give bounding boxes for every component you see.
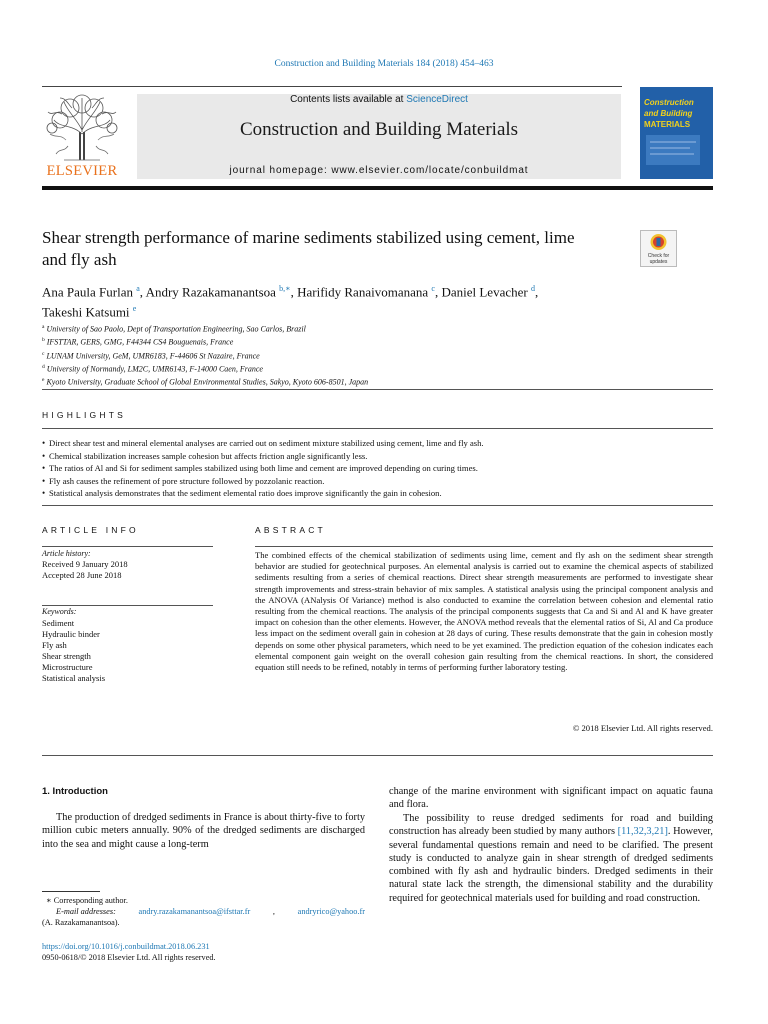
affiliation-item — [42, 362, 642, 375]
email-owner: (A. Razakamanantsoa). — [42, 918, 120, 927]
reference-link[interactable]: [11,32,3,21] — [617, 826, 668, 838]
affiliation-item — [42, 349, 642, 362]
introduction-heading: 1. Introduction — [42, 786, 108, 797]
affiliation-text: Kyoto University, Graduate School of Global Environmental Studies, Sakyo, Kyoto 606-8501, Japan — [46, 377, 369, 387]
email-link[interactable]: andry.razakamanantsoa@ifsttar.fr — [138, 907, 251, 916]
section-divider — [42, 389, 713, 390]
intro-paragraph-right — [389, 812, 713, 905]
article-info-rule — [42, 546, 213, 547]
author-name[interactable]: Daniel Levacher — [441, 284, 528, 300]
keyword-item: Fly ash — [42, 640, 67, 650]
highlights-heading: HIGHLIGHTS — [42, 410, 126, 420]
intro-paragraph-left: The production of dredged sediments in France is about thirty-five to forty million cubic meters annually. 90% of the dredged sediments are discharged into the sea and might cause a long-term — [42, 812, 365, 850]
check-for-updates-icon — [641, 231, 676, 253]
highlight-item: • Fly ash causes the refinement of pore structure followed by pozzolanic reaction. — [42, 475, 713, 488]
affiliation-mark: c — [42, 350, 45, 357]
author-list — [42, 280, 713, 321]
author-name[interactable]: Ana Paula Furlan — [42, 284, 133, 300]
contents-line — [137, 94, 621, 105]
journal-title: Construction and Building Materials — [239, 119, 519, 140]
elsevier-wordmark: ELSEVIER — [46, 163, 118, 179]
doi-link[interactable]: https://doi.org/10.1016/j.conbuildmat.2018.06.231 — [42, 942, 210, 951]
keyword-item: Statistical analysis — [42, 673, 106, 683]
cover-graphic-line — [650, 141, 696, 143]
affiliation-text: University of Normandy, LM2C, UMR6143, F-14000 Caen, France — [46, 364, 263, 374]
received-date: Received 9 January 2018 — [42, 559, 128, 569]
highlights-list — [42, 437, 713, 500]
corresponding-author-note — [42, 895, 365, 906]
affiliation-item — [42, 335, 642, 348]
cover-title-line: MATERIALS — [644, 120, 691, 129]
affiliation-text: University of Sao Paolo, Dept of Transportation Engineering, Sao Carlos, Brazil — [46, 324, 306, 334]
sciencedirect-link[interactable]: ScienceDirect — [406, 94, 468, 105]
keywords-list — [42, 618, 105, 684]
corresponding-author-text: ∗ Corresponding author. — [46, 896, 128, 905]
intro-paragraph-right-continuation: change of the marine environment with significant impact on aquatic fauna and flora. — [389, 786, 713, 811]
article-history-label: Article history: — [42, 549, 91, 558]
abstract-heading: ABSTRACT — [255, 525, 326, 535]
affiliation-item — [42, 322, 642, 335]
highlight-item: • The ratios of Al and Si for sediment samples stabilized using both lime and cement are improved depending on curing times. — [42, 462, 713, 475]
author-marks[interactable]: a — [136, 284, 140, 293]
abstract-text: The combined effects of the chemical stabilization of sediments using lime, cement and fly ash on the sediment shear strength behavior are studied for geotechnical purposes. An elemental analysis is carried out to examine the chemical aspects of stabilized sediments resulting from a series of chemical reactions. Direct shear strength measurements are performed to investigate shear strength improvements and stress-strain behavior of mix samples. A statistical analysis using the principal component analysis and the ANOVA (ANalysis Of Variance) method is also conducted to examine the correlation between cohesion and elemental ratio resulting from the chemical reactions. The analysis of the principal components suggests that Ca and Si and Al and K have greater impact on cohesion than the other elements. However, the ANOVA method reveals that the elemental ratios of Si, Al and Ca produce less impact on the sediment overall gain in cohesion at 28 days of curing. These results demonstrate that the gain in cohesion mostly depends on some other physical parameters, which need to be yet examined. The prediction equation of the cohesion indicates each elemental component gain weight on the overall cohesion gain resulting from the chemical reactions. In short, the considered equation still needs to be refined, notably in terms of performing further laboratory testing. — [255, 550, 713, 673]
journal-homepage[interactable]: journal homepage: www.elsevier.com/locate/conbuildmat — [229, 165, 529, 176]
affiliation-mark: a — [42, 324, 45, 330]
footnote-rule — [42, 891, 100, 892]
cover-graphic-line — [650, 153, 694, 155]
keywords-label: Keywords: — [42, 607, 77, 616]
author-separator: , — [534, 284, 539, 300]
author-marks[interactable]: b,∗ — [279, 284, 291, 293]
author-separator: , — [139, 284, 146, 300]
email-line — [42, 906, 365, 917]
check-for-updates-button[interactable] — [640, 230, 677, 267]
cover-title-line: and Building — [644, 109, 693, 118]
author-marks[interactable]: c — [431, 284, 435, 293]
author-separator: , — [290, 284, 298, 300]
journal-citation[interactable]: Construction and Building Materials 184 (2018) 454–463 — [274, 59, 494, 69]
elsevier-tree-icon — [42, 94, 122, 162]
email-separator: , — [272, 907, 275, 916]
cover-graphic — [646, 135, 700, 165]
highlight-item: • Direct shear test and mineral elemental analyses are carried out on sediment mixture stabilized using cement, lime and fly ash. — [42, 437, 713, 450]
affiliation-text: IFSTTAR, GERS, GMG, F44344 CS4 Bouguenais, France — [46, 337, 234, 347]
affiliations — [42, 322, 642, 388]
contents-prefix: Contents lists available at — [290, 94, 407, 105]
header-thick-rule — [42, 186, 713, 190]
email-link[interactable]: andryrico@yahoo.fr — [297, 907, 365, 916]
abstract-rule — [255, 546, 713, 547]
affiliation-mark: e — [42, 377, 45, 383]
author-marks[interactable]: e — [132, 304, 137, 314]
check-for-updates-label: Check for updates — [647, 253, 670, 265]
cover-title-line: Construction — [644, 98, 694, 107]
keywords-rule — [42, 605, 213, 606]
affiliation-text: LUNAM University, GeM, UMR6183, F-44606 St Nazaire, France — [46, 351, 260, 361]
cover-title — [644, 97, 710, 130]
accepted-date: Accepted 28 June 2018 — [42, 570, 122, 580]
intro-text: The possibility to reuse dredged sediments for road and building construction has already been studied by many authors — [389, 813, 713, 838]
intro-text: . However, several fundamental questions remain and need to be clarified. The present study is conducted to analyze gain in shear strength of dredged sediments combined with fly ash and hydraulic binders. Dredged sediments in their natural state lack the strength, the dimensional stability and the durability required for geotechnical materials used for building and road construction. — [389, 826, 713, 904]
article-info-heading: ARTICLE INFO — [42, 525, 139, 535]
journal-cover[interactable] — [640, 87, 713, 179]
keyword-item: Hydraulic binder — [42, 629, 100, 639]
author-name[interactable]: Harifidy Ranaivomanana — [297, 284, 429, 300]
section-divider — [42, 755, 713, 756]
highlights-rule-top — [42, 428, 713, 429]
issn-line: 0950-0618/© 2018 Elsevier Ltd. All rights reserved. — [42, 953, 216, 962]
header-divider — [42, 86, 622, 87]
author-separator: , — [434, 284, 442, 300]
affiliation-item — [42, 375, 642, 388]
affiliation-mark: b — [42, 337, 45, 344]
affiliation-mark: d — [42, 363, 45, 370]
keyword-item: Sediment — [42, 618, 75, 628]
cover-graphic-line — [650, 147, 690, 149]
highlight-item: • Chemical stabilization increases sample cohesion but affects friction angle significantly less. — [42, 450, 713, 463]
author-name[interactable]: Takeshi Katsumi — [42, 304, 130, 320]
abstract-copyright: © 2018 Elsevier Ltd. All rights reserved. — [572, 723, 713, 733]
author-marks[interactable]: d — [530, 284, 535, 293]
keyword-item: Shear strength — [42, 651, 91, 661]
keyword-item: Microstructure — [42, 662, 93, 672]
highlight-item: • Statistical analysis demonstrates that the sediment elemental ratio does improve significantly the gain in cohesion. — [42, 487, 713, 500]
author-name[interactable]: Andry Razakamanantsoa — [145, 284, 276, 300]
highlights-rule-bottom — [42, 505, 713, 506]
email-label: E-mail addresses: — [56, 907, 116, 916]
article-title: Shear strength performance of marine sediments stabilized using cement, lime and fly ash — [42, 228, 575, 269]
